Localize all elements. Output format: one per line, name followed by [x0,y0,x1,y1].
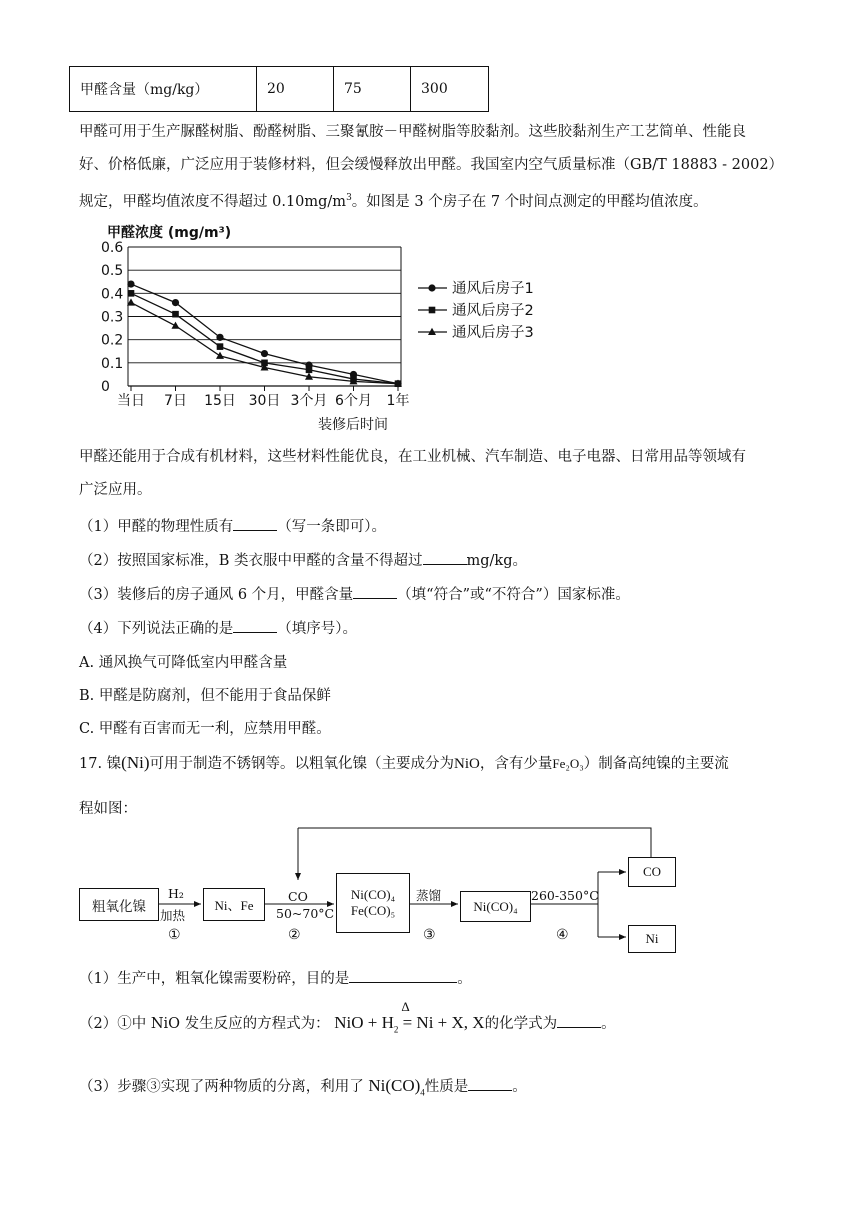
legend-label: 通风后房子3 [452,325,534,341]
question-text: mg/kg。 [466,553,527,569]
x-tick-label: 30日 [248,393,281,409]
arrow-2-bottom-label: 50~70°C [276,906,335,921]
intro-line: 好、价格低廉，广泛应用于装修材料，但会缓慢释放出甲醛。我国室内空气质量标准（GB/T 18883 - 2002） [79,157,784,173]
answer-blank[interactable] [233,618,277,633]
flow-box-crude-nio [79,888,159,921]
question-text: （填序号）。 [277,621,357,637]
table-cell: 20 [257,67,334,112]
question-text: 的化学式为 [484,1016,558,1032]
answer-blank[interactable] [557,1013,601,1028]
formula-text: Ni(CO) [368,1076,421,1095]
x-tick-label: 1年 [386,393,410,409]
option-b: B. 甲醛是防腐剂，但不能用于食品保鲜 [79,688,331,704]
data-point-series-3 [216,352,224,359]
data-point-series-1 [127,280,134,287]
flow-box-ni-co4 [460,891,531,922]
box-label: Ni [645,931,659,946]
arrow-1-top-label: H₂ [168,886,184,901]
equation [334,999,485,1035]
question-text: 性质是 [424,1079,469,1095]
data-point-series-2 [217,343,224,350]
data-point-series-1 [216,334,223,341]
x-axis-label: 装修后时间 [318,417,388,433]
table-label-cell: 甲醛含量（mg/kg） [70,67,257,112]
y-tick-label: 0.5 [101,263,124,280]
superscript: 3 [346,193,352,203]
question-text: （2）①中 NiO 发生反应的方程式为： [79,1016,330,1032]
arrow-2-top-label: CO [288,889,308,904]
x-tick-label: 3个月 [290,393,328,409]
series-line-3 [131,303,398,384]
x-tick-label: 7日 [164,393,187,409]
intro-line [79,182,784,219]
data-point-series-1 [172,299,179,306]
flow-box-carbonyls [336,873,410,933]
box-label: Ni、Fe [214,898,254,913]
y-tick-label: 0.2 [101,332,124,349]
answer-blank[interactable] [233,516,277,531]
arrow-4-top-label: 260-350°C [531,888,599,903]
box-label: Fe(CO)₅ [350,903,396,918]
answer-blank[interactable] [468,1076,512,1091]
question-text: （3）装修后的房子通风 6 个月，甲醛含量 [79,587,354,603]
step-2-label: ② [288,927,301,943]
formula [368,1076,425,1098]
formula: (Ni) [121,753,150,772]
flow-box-co [628,857,676,887]
flow-box-ni [628,925,676,953]
box-label: Ni(CO)₄ [473,898,518,914]
data-point-series-1 [261,350,268,357]
question-text: （3）步骤③实现了两种物质的分离，利用了 [79,1079,364,1095]
question-text: 。 [512,1079,527,1095]
equation-left: NiO + H [334,1013,394,1032]
legend-label: 通风后房子2 [452,303,534,319]
answer-blank[interactable] [349,968,457,983]
answer-blank[interactable] [353,584,397,599]
legend-marker [429,307,436,314]
arrow-3-top-label: 蒸馏 [416,888,442,903]
data-point-series-3 [172,322,180,329]
equation-right: Ni + X, X [416,1013,485,1032]
question-text: （写一条即可）。 [277,519,386,535]
intro-text: 规定，甲醛均值浓度不得超过 0.10mg/m [79,193,347,210]
question-text: ）制备高纯镍的主要流 [583,756,729,772]
box-label: Ni(CO)₄ [350,887,396,902]
after-chart-paragraph [79,441,784,507]
question-text: （填“符合”或“不符合”）国家标准。 [397,587,630,603]
subscript: 2 [393,1024,399,1035]
arrow-1-bottom-label: 加热 [160,908,186,923]
question-text: 。 [601,1016,616,1032]
question-text: ，含有少量 [479,756,553,772]
y-axis-label: 甲醛浓度 (mg/m³) [107,225,232,241]
question-17-3 [79,1075,527,1097]
step-1-label: ① [168,927,181,943]
x-tick-label: 6个月 [335,393,372,409]
formula: Fe₂O₃ [552,756,584,771]
question-text: （2）按照国家标准，B 类衣服中甲醛的含量不得超过 [79,553,423,569]
legend-marker [428,284,435,291]
option-a: A. 通风换气可降低室内甲醛含量 [79,655,288,671]
recycle-line [298,828,651,857]
subscript: 4 [420,1087,425,1098]
paragraph-line: 甲醛还能用于合成有机材料，这些材料性能优良，在工业机械、汽车制造、电子电器、日常用品等领域有 [79,449,746,465]
question-text: （1）甲醛的物理性质有 [79,519,234,535]
data-point-series-2 [306,366,313,373]
question-16-4 [79,617,357,638]
formaldehyde-line-chart [70,218,570,434]
x-tick-label: 15日 [204,393,236,409]
concentration-table [69,66,489,112]
box-label: CO [642,864,662,879]
legend-label: 通风后房子1 [452,281,534,297]
step-3-label: ③ [423,927,436,943]
question-17-intro-line2: 程如图： [79,801,137,817]
box-label: 粗氧化镍 [92,898,146,915]
reaction-sign: Δ = [401,999,413,1032]
table-cell: 300 [411,67,489,112]
intro-line: 甲醛可用于生产脲醛树脂、酚醛树脂、三聚氰胺－甲醛树脂等胶黏剂。这些胶黏剂生产工艺简单、性能良 [79,124,746,140]
question-text: （4）下列说法正确的是 [79,621,234,637]
question-16-1 [79,515,386,536]
data-point-series-2 [128,290,135,297]
y-tick-label: 0 [101,379,110,395]
question-16-3 [79,583,630,604]
y-tick-label: 0.1 [101,355,124,372]
table-cell: 75 [334,67,411,112]
data-point-series-2 [172,311,179,318]
option-c: C. 甲醛有百害而无一利，应禁用甲醛。 [79,721,331,737]
question-17-2 [79,999,616,1035]
table-row [70,67,489,112]
paragraph-line: 广泛应用。 [79,482,152,498]
y-tick-label: 0.4 [101,286,124,303]
delta-symbol: Δ [401,999,410,1014]
question-text: 可用于制造不锈钢等。以粗氧化镍（主要成分为 [149,756,454,772]
question-text: （1）生产中，粗氧化镍需要粉碎，目的是 [79,971,350,987]
y-tick-label: 0.3 [101,309,124,326]
question-text: 。 [457,971,472,987]
question-17-intro [79,752,729,773]
x-tick-label: 当日 [117,393,145,409]
step-4-label: ④ [556,927,569,943]
y-tick-label: 0.6 [101,240,124,256]
answer-blank[interactable] [423,550,467,565]
intro-text: 。如图是 3 个房子在 7 个时间点测定的甲醛均值浓度。 [351,193,708,210]
question-text: 17. 镍 [79,756,122,772]
flow-box-ni-fe [203,888,265,921]
formula: NiO [454,756,480,772]
question-17-1 [79,967,472,988]
intro-paragraph [79,116,784,219]
question-16-2 [79,549,527,570]
